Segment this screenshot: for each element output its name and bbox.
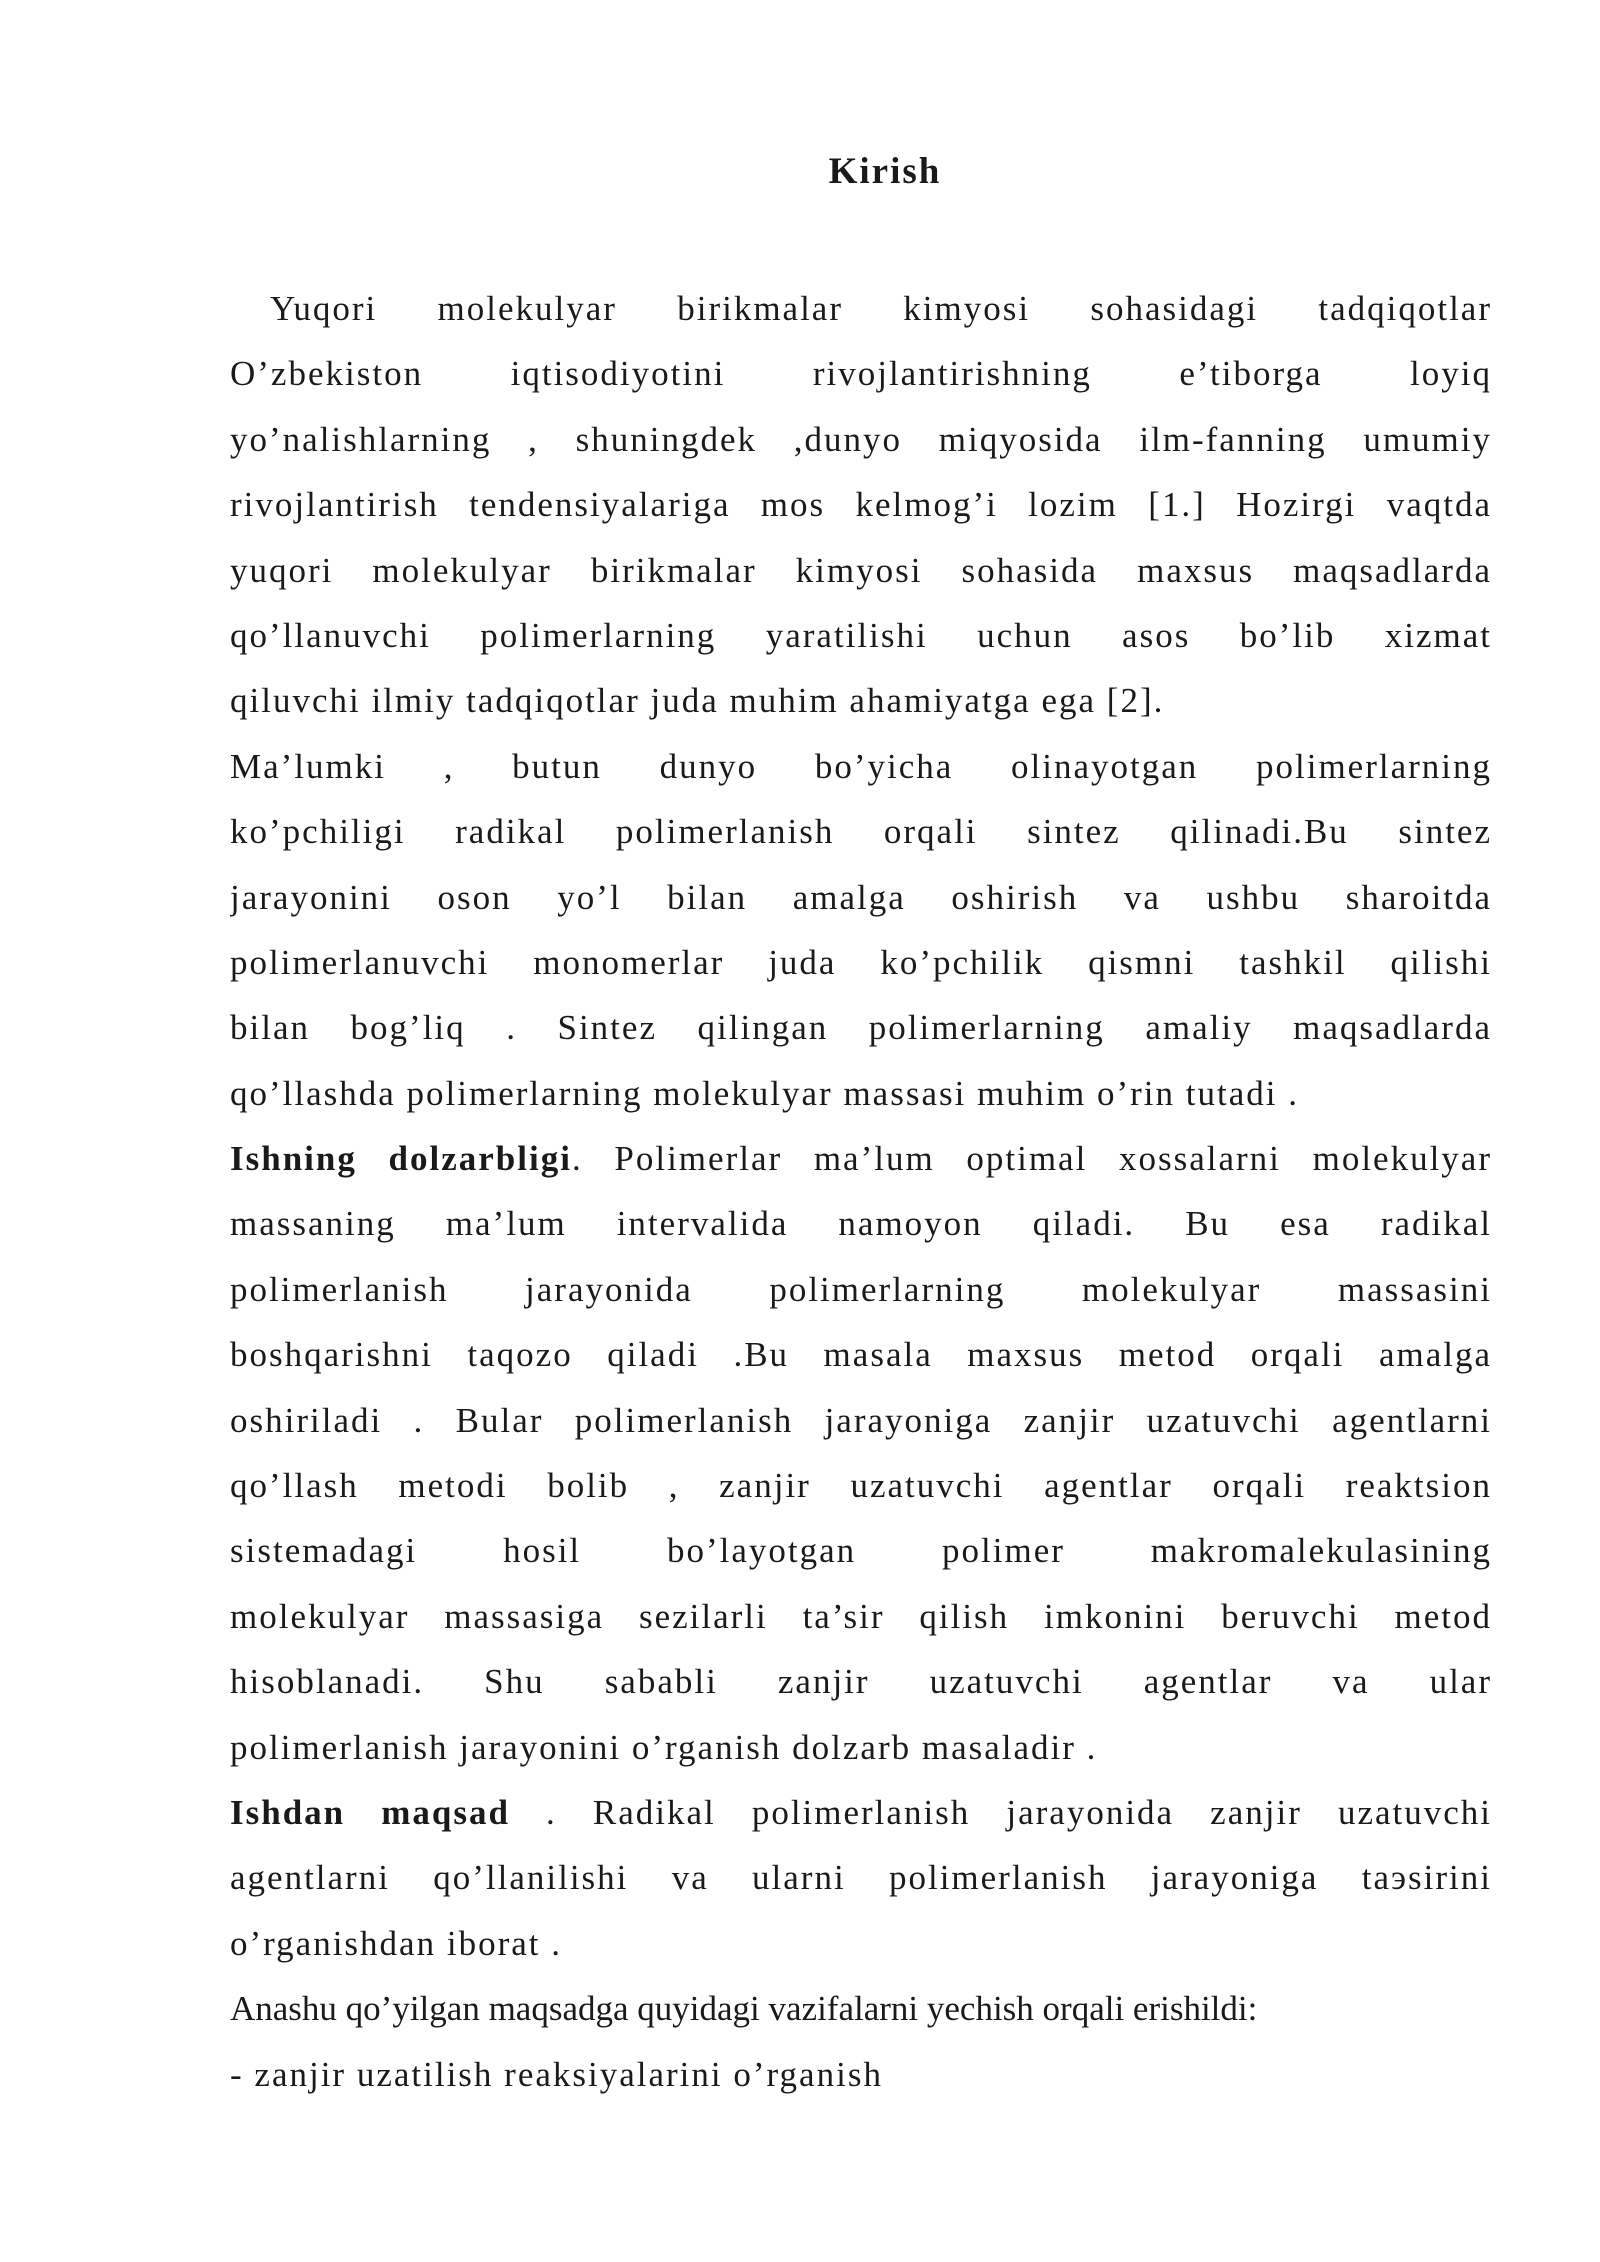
text-line: yuqori molekulyar birikmalar kimyosi sohasida maxsus maqsadlarda — [230, 550, 1492, 590]
text-line: Ma’lumki , butun dunyo bo’yicha olinayotgan polimerlarning — [230, 746, 1492, 786]
text-line-maqsad — [230, 1787, 1492, 1852]
text-line: qo’llashda polimerlarning molekulyar massasi muhim o’rin tutadi . — [230, 1073, 1299, 1113]
text-line-dolzarbligi — [230, 1133, 1492, 1198]
text-line: yo’nalishlarning , shuningdek ,dunyo miqyosida ilm-fanning umumiy — [230, 419, 1492, 459]
document-body — [230, 283, 1492, 2114]
text-line: polimerlanish jarayonini o’rganish dolzarb masaladir . — [230, 1727, 1098, 1767]
text-line-rest: . Polimerlar ma’lum optimal xossalarni molekulyar — [571, 1139, 1492, 1179]
text-line-rest: . Radikal polimerlanish jarayonida zanjir uzatuvchi — [509, 1792, 1492, 1832]
text-line: polimerlanuvchi monomerlar juda ko’pchilik qismni tashkil qilishi — [230, 942, 1492, 982]
text-line: qiluvchi ilmiy tadqiqotlar juda muhim ahamiyatga ega [2]. — [230, 681, 1165, 721]
text-line: Anashu qo’yilgan maqsadga quyidagi vazifalarni yechish orqali erishildi: — [230, 1989, 1258, 2029]
text-line: hisoblanadi. Shu sababli zanjir uzatuvchi agentlar va ular — [230, 1662, 1492, 1702]
text-line: sistemadagi hosil bo’layotgan polimer makromalekulasining — [230, 1531, 1492, 1571]
page-title: Kirish — [828, 151, 942, 192]
text-line: o’rganishdan iborat . — [230, 1923, 562, 1963]
text-line: massaning ma’lum intervalida namoyon qiladi. Bu esa radikal — [230, 1204, 1492, 1244]
text-line: O’zbekiston iqtisodiyotini rivojlantirishning e’tiborga loyiq — [230, 354, 1492, 394]
text-line: qo’llash metodi bolib , zanjir uzatuvchi agentlar orqali reaktsion — [230, 1466, 1492, 1506]
text-line: qo’llanuvchi polimerlarning yaratilishi uchun asos bo’lib xizmat — [230, 615, 1492, 655]
text-line: rivojlantirish tendensiyalariga mos kelmog’i lozim [1.] Hozirgi vaqtda — [230, 485, 1492, 525]
text-line: oshiriladi . Bular polimerlanish jarayoniga zanjir uzatuvchi agentlarni — [230, 1400, 1492, 1440]
bold-label-maqsad: Ishdan maqsad — [230, 1792, 510, 1832]
text-line: ko’pchiligi radikal polimerlanish orqali sintez qilinadi.Bu sintez — [230, 812, 1492, 852]
text-line: bilan bog’liq . Sintez qilingan polimerlarning amaliy maqsadlarda — [230, 1008, 1492, 1048]
text-line: jarayonini oson yo’l bilan amalga oshirish va ushbu sharoitda — [230, 877, 1492, 917]
text-line: molekulyar massasiga sezilarli ta’sir qilish imkonini beruvchi metod — [230, 1596, 1492, 1636]
text-line: boshqarishni taqozo qiladi .Bu masala maxsus metod orqali amalga — [230, 1335, 1492, 1375]
bold-label-dolzarbligi: Ishning dolzarbligi — [230, 1139, 572, 1179]
text-line: - zanjir uzatilish reaksiyalarini o’rganish — [230, 2054, 883, 2094]
text-line: agentlarni qo’llanilishi va ularni polimerlanish jarayoniga taэsirini — [230, 1858, 1492, 1898]
text-line: Yuqori molekulyar birikmalar kimyosi sohasidagi tadqiqotlar — [270, 289, 1492, 328]
text-line: polimerlanish jarayonida polimerlarning molekulyar massasini — [230, 1269, 1492, 1309]
